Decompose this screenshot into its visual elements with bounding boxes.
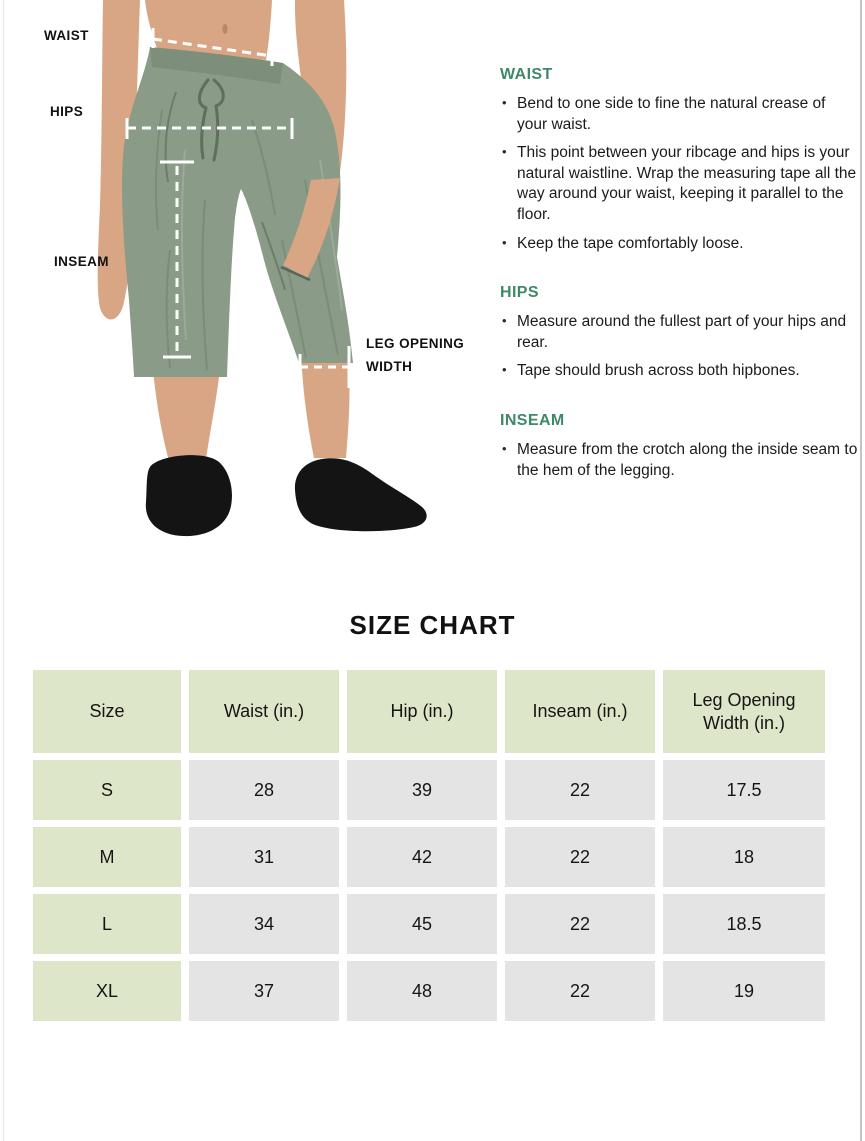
- column-header-leg-opening: Leg Opening Width (in.): [663, 670, 825, 753]
- table-cell: 22: [505, 961, 655, 1021]
- column-header-inseam: Inseam (in.): [505, 670, 655, 753]
- column-header-hip: Hip (in.): [347, 670, 497, 753]
- list-item: • Measure around the fullest part of your hips and rear.: [500, 312, 858, 353]
- table-cell: 37: [189, 961, 339, 1021]
- table-cell: 42: [347, 827, 497, 887]
- list-item: • Tape should brush across both hipbones.: [500, 361, 858, 382]
- table-cell: 34: [189, 894, 339, 954]
- left-shoe: [146, 455, 232, 536]
- list-item: • Measure from the crotch along the inside seam to the hem of the legging.: [500, 440, 858, 481]
- navel: [222, 24, 227, 34]
- right-shoe: [295, 458, 427, 531]
- table-cell: 22: [505, 894, 655, 954]
- waist-figure-label: WAIST: [44, 28, 89, 43]
- list-item: • This point between your ribcage and hips is your natural waistline. Wrap the measuring tape all the way around your waist, keeping it parallel to the floor.: [500, 143, 858, 225]
- page-right-border: [860, 0, 862, 1141]
- table-row-size-label: XL: [33, 961, 181, 1021]
- waist-bullet-list: [500, 94, 858, 254]
- table-cell: 17.5: [663, 760, 825, 820]
- inseam-bullet-list: [500, 440, 858, 481]
- leg-opening-figure-label: LEG OPENING WIDTH: [366, 336, 465, 375]
- size-chart-title: SIZE CHART: [349, 610, 516, 640]
- table-cell: 28: [189, 760, 339, 820]
- inseam-section-heading: INSEAM: [500, 412, 565, 430]
- table-cell: 39: [347, 760, 497, 820]
- table-cell: 18.5: [663, 894, 825, 954]
- product-photo: [0, 0, 470, 545]
- table-cell: 31: [189, 827, 339, 887]
- model-illustration: [0, 0, 470, 545]
- list-item: • Keep the tape comfortably loose.: [500, 234, 858, 255]
- table-cell: 19: [663, 961, 825, 1021]
- left-calf-shape: [153, 370, 220, 465]
- table-row-size-label: M: [33, 827, 181, 887]
- right-calf-shape: [301, 356, 349, 458]
- table-cell: 48: [347, 961, 497, 1021]
- hips-instructions-section: [500, 284, 858, 382]
- measuring-instructions: [500, 66, 858, 511]
- table-cell: 45: [347, 894, 497, 954]
- hips-figure-label: HIPS: [50, 104, 84, 119]
- inseam-instructions-section: [500, 412, 858, 481]
- column-header-waist: Waist (in.): [189, 670, 339, 753]
- hips-bullet-list: [500, 312, 858, 382]
- inseam-figure-label: INSEAM: [54, 254, 109, 269]
- table-cell: 18: [663, 827, 825, 887]
- table-cell: 22: [505, 760, 655, 820]
- table-row-size-label: S: [33, 760, 181, 820]
- hips-section-heading: HIPS: [500, 284, 539, 302]
- waist-instructions-section: [500, 66, 858, 254]
- size-chart-table: [33, 670, 825, 1021]
- table-row-size-label: L: [33, 894, 181, 954]
- list-item: • Bend to one side to fine the natural crease of your waist.: [500, 94, 858, 135]
- table-cell: 22: [505, 827, 655, 887]
- column-header-size: Size: [33, 670, 181, 753]
- waist-section-heading: WAIST: [500, 66, 553, 83]
